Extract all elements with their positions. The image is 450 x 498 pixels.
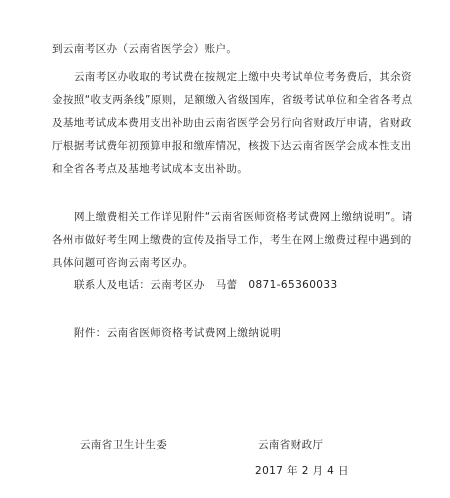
signature-health-commission: 云南省卫生计生委 (80, 439, 168, 451)
paragraph-fee-management: 云南考区办收取的考试费在按规定上缴中央考试单位考务费后，其余资金按照“收支两条线”原则，足额缴入省级国库，省级考试单位和全省各考点及基地考试成本费用支出补助由云南省医学会另行向省财政厅申请，省财政厅根据考试费年初预算申报和缴库情况，核拨下达云南省医学会成本性支出和全省各考点及基地考试成本支出补助。 (52, 71, 413, 175)
paragraph-continuation: 到云南考区办（云南省医学会）账户。 (52, 43, 238, 55)
contact-info: 联系人及电话：云南考区办 马蕾 0871-65360033 (74, 279, 338, 291)
attachment-note: 附件：云南省医师资格考试费网上缴纳说明 (74, 327, 282, 339)
issue-date: 2017 年 2 月 4 日 (255, 465, 349, 477)
signature-finance-department: 云南省财政厅 (258, 439, 324, 451)
paragraph-online-payment: 网上缴费相关工作详见附件“云南省医师资格考试费网上缴纳说明”。请各州市做好考生网上缴费的宣传及指导工作，考生在网上缴费过程中遇到的具体问题可咨询云南考区办。 (52, 211, 413, 269)
